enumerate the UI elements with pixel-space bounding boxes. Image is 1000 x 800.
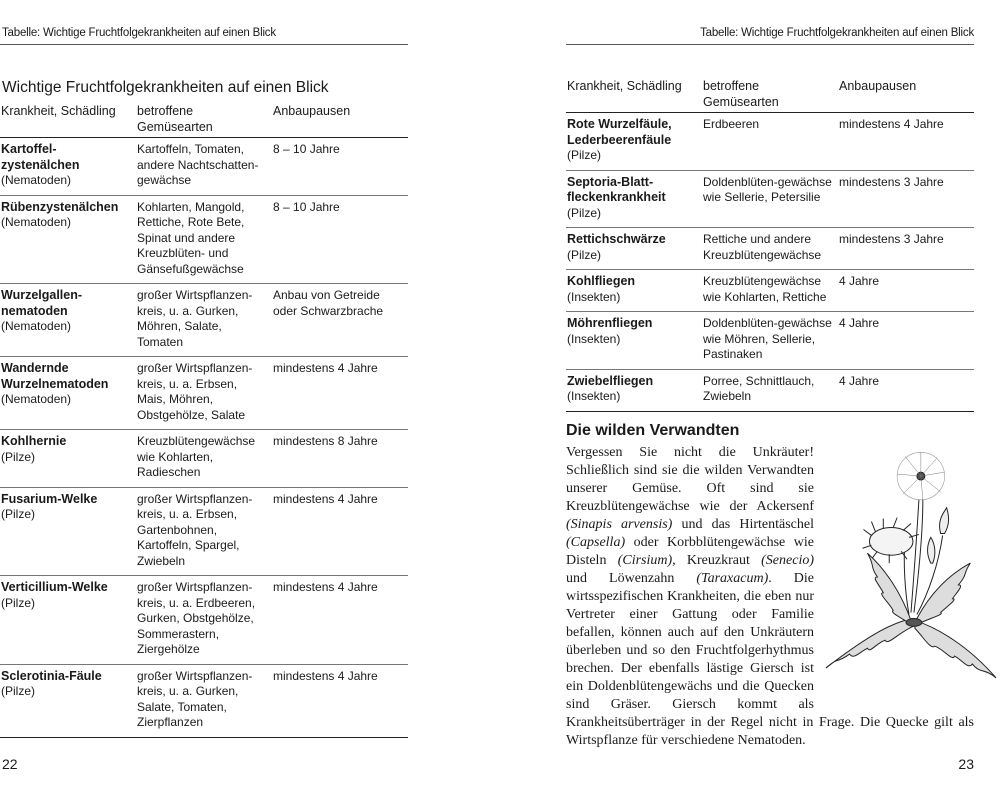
- crops-cell: Kartoffeln, Tomaten, andere Nachtschatten-gewächse: [136, 138, 272, 196]
- table-row: [0, 576, 408, 665]
- crops-cell: Porree, Schnittlauch, Zwiebeln: [702, 369, 838, 411]
- disease-name: Kartoffel-zystenälchen: [1, 142, 80, 172]
- page-number: 23: [958, 756, 974, 772]
- disease-category: (Nematoden): [1, 319, 72, 333]
- disease-cell: [566, 228, 702, 270]
- disease-category: (Insekten): [567, 331, 621, 346]
- disease-cell: [0, 357, 136, 430]
- disease-name: Kohlfliegen: [567, 274, 636, 288]
- table-row: [566, 170, 974, 228]
- disease-category: (Pilze): [567, 205, 602, 220]
- disease-name: Wurzelgallen-nematoden: [1, 288, 83, 318]
- crops-cell: Doldenblüten-gewächse wie Möhren, Sellerie, Pastinaken: [702, 312, 838, 370]
- disease-category: (Pilze): [1, 449, 36, 464]
- pause-cell: mindestens 4 Jahre: [272, 576, 408, 665]
- pause-cell: mindestens 8 Jahre: [272, 430, 408, 488]
- disease-name: Septoria-Blatt-fleckenkrankheit: [567, 174, 666, 204]
- crops-cell: großer Wirtspflanzen-kreis, u. a. Gurken, Salate, Tomaten, Zierpflanzen: [136, 664, 272, 737]
- header-rule: [566, 44, 974, 45]
- dandelion-illustration: [820, 444, 998, 702]
- pause-cell: mindestens 4 Jahre: [272, 357, 408, 430]
- disease-category: (Nematoden): [1, 215, 72, 229]
- crops-cell: großer Wirtspflanzen-kreis, u. a. Erbsen, Mais, Möhren, Obstgehölze, Salate: [136, 357, 272, 430]
- table-row: [566, 270, 974, 312]
- disease-cell: [566, 312, 702, 370]
- disease-name: Rettichschwärze: [567, 232, 666, 246]
- header-rule: [0, 44, 408, 45]
- disease-cell: [566, 113, 702, 171]
- disease-name: Sclerotinia-Fäule: [1, 668, 102, 683]
- crops-cell: Kreuzblütengewächse wie Kohlarten, Radieschen: [136, 430, 272, 488]
- disease-cell: [0, 664, 136, 737]
- disease-cell: [0, 284, 136, 357]
- pause-cell: 4 Jahre: [838, 312, 974, 370]
- crops-cell: Rettiche und andere Kreuzblütengewächse: [702, 228, 838, 270]
- pause-cell: mindestens 4 Jahre: [272, 664, 408, 737]
- table-row: [0, 138, 408, 196]
- column-header-disease: Krankheit, Schädling: [566, 79, 702, 113]
- page-number: 22: [2, 756, 18, 772]
- table-row: [566, 369, 974, 411]
- crops-cell: Erdbeeren: [702, 113, 838, 171]
- crops-cell: großer Wirtspflanzen-kreis, u. a. Erbsen, Gartenbohnen, Kartoffeln, Spargel, Zwiebeln: [136, 487, 272, 576]
- disease-category: (Pilze): [567, 148, 602, 162]
- disease-cell: [0, 576, 136, 665]
- disease-table: [566, 79, 974, 412]
- disease-category: (Pilze): [567, 247, 602, 262]
- body-text: Vergessen Sie nicht die Unkräuter! Schließlich sind sie die wilden Verwandten unserer Gemüse. Oft sind sie Kreuzblütengewächse wie der Ackersenf (Sinapis arvensis) und das Hirtentäschel (Capsella) oder Korbblütengewächse wie Disteln (Cirsium), Kreuzkraut (Senecio) und Löwenzahn (Taraxacum). Die wirtsspezifischen Krankheiten, die eben nur Vertreter einer Gattung oder Familie befallen, können auch auf den Unkräutern überleben und so den Fruchtfolgerhythmus brechen. Der ebenfalls lästige Giersch ist ein Doldenblütengewächs und die Quecken sind Gräser. Giersch kommt als Krankheitsüberträger in der Regel nicht in Frage. Die Quecke gilt als Wirtspflanze für verschiedene Nematoden.: [566, 444, 974, 750]
- pause-cell: 8 – 10 Jahre: [272, 138, 408, 196]
- running-head: Tabelle: Wichtige Fruchtfolgekrankheiten auf einen Blick: [2, 27, 276, 39]
- disease-cell: [0, 138, 136, 196]
- disease-cell: [566, 369, 702, 411]
- disease-name: Wandernde Wurzelnematoden: [1, 361, 109, 391]
- disease-cell: [566, 270, 702, 312]
- table-row: [0, 357, 408, 430]
- table-title: Wichtige Fruchtfolgekrankheiten auf einen Blick: [2, 79, 329, 96]
- running-head: Tabelle: Wichtige Fruchtfolgekrankheiten auf einen Blick: [700, 27, 974, 39]
- pause-cell: mindestens 3 Jahre: [838, 170, 974, 228]
- disease-cell: [566, 170, 702, 228]
- disease-cell: [0, 195, 136, 284]
- disease-category: (Pilze): [1, 684, 36, 698]
- column-header-pause: Anbaupausen: [838, 79, 974, 113]
- dandelion-leaves-icon: [826, 553, 996, 678]
- pause-cell: 4 Jahre: [838, 369, 974, 411]
- disease-cell: [0, 487, 136, 576]
- crops-cell: Kohlarten, Mangold, Rettiche, Rote Bete, Spinat und andere Kreuzblüten- und Gänsefußgewächse: [136, 195, 272, 284]
- table-header-row: [0, 104, 408, 138]
- disease-category: (Pilze): [1, 507, 36, 521]
- disease-category: (Nematoden): [1, 392, 72, 406]
- column-header-disease: Krankheit, Schädling: [0, 104, 136, 138]
- disease-name: Möhrenfliegen: [567, 316, 653, 330]
- table-row: [0, 284, 408, 357]
- disease-cell: [0, 430, 136, 488]
- disease-table: [0, 104, 408, 738]
- section-title: Die wilden Verwandten: [566, 422, 740, 439]
- column-header-pause: Anbaupausen: [272, 104, 408, 138]
- disease-category: (Pilze): [1, 595, 36, 610]
- pause-cell: mindestens 4 Jahre: [838, 113, 974, 171]
- crops-cell: Doldenblüten-gewächse wie Sellerie, Petersilie: [702, 170, 838, 228]
- crops-cell: großer Wirtspflanzen-kreis, u. a. Erdbeeren, Gurken, Obstgehölze, Sommerastern, Ziergehölze: [136, 576, 272, 665]
- table-row: [566, 228, 974, 270]
- disease-category: (Insekten): [567, 289, 621, 304]
- disease-name: Kohlhernie: [1, 434, 67, 448]
- crops-cell: Kreuzblütengewächse wie Kohlarten, Rettiche: [702, 270, 838, 312]
- table-row: [0, 430, 408, 488]
- disease-category: (Nematoden): [1, 173, 72, 187]
- pause-cell: mindestens 3 Jahre: [838, 228, 974, 270]
- right-page: [566, 0, 974, 800]
- disease-name: Rübenzystenälchen: [1, 199, 119, 214]
- table-row: [0, 664, 408, 737]
- disease-name: Fusarium-Welke: [1, 491, 98, 506]
- table-row: [0, 487, 408, 576]
- dandelion-seedhead-icon: [897, 452, 944, 499]
- pause-cell: 4 Jahre: [838, 270, 974, 312]
- pause-cell: mindestens 4 Jahre: [272, 487, 408, 576]
- column-header-crops: betroffene Gemüsearten: [702, 79, 838, 113]
- left-page: [0, 0, 408, 800]
- crops-cell: großer Wirtspflanzen-kreis, u. a. Gurken, Möhren, Salate, Tomaten: [136, 284, 272, 357]
- pause-cell: 8 – 10 Jahre: [272, 195, 408, 284]
- pause-cell: Anbau von Getreide oder Schwarzbrache: [272, 284, 408, 357]
- table-row: [566, 312, 974, 370]
- column-header-crops: betroffene Gemüsearten: [136, 104, 272, 138]
- disease-name: Rote Wurzelfäule, Lederbeerenfäule: [567, 117, 672, 147]
- table-row: [0, 195, 408, 284]
- disease-name: Zwiebelfliegen: [567, 373, 654, 388]
- disease-name: Verticillium-Welke: [1, 580, 108, 594]
- table-header-row: [566, 79, 974, 113]
- disease-category: (Insekten): [567, 389, 621, 403]
- table-row: [566, 113, 974, 171]
